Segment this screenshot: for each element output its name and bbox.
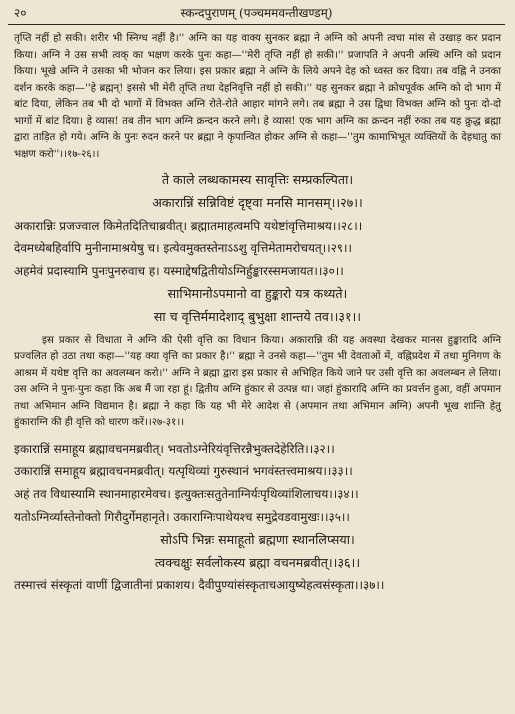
translation-paragraph-2	[14, 333, 501, 432]
page-header	[8, 0, 505, 25]
verse-line: इकारान्निं समाहूय ब्रह्मावचनमब्रवीत्। भवतोऽग्नेरियंवृत्तिरन्नैभुक्तदेहेरिति।।३२।।	[14, 441, 335, 456]
verse-line: अकारान्निः प्रजज्वाल किमेतदितिचाब्रवीत्। ब्रह्मातमाहत्वमपि यथेष्टांवृत्तिमाश्रय।।२८।।	[14, 218, 363, 233]
verse-block-1	[14, 169, 501, 329]
verse-line: देवमध्येबहिर्वापि मुनीनामाश्रयेषु च। इत्येवमुक्तस्तेनाऽऽशु वृत्तिमेतामरोचयत्।।२९।।	[14, 241, 353, 256]
verse-line: सा च वृत्तिर्ममादेशाद् बुभुक्षा शान्तये तव।।३१।।	[153, 308, 362, 324]
verse-line: त्वक्चक्षुः सर्वलोकस्य ब्रह्मा वचनमब्रवीत्।।३६।।	[154, 554, 361, 570]
verse-line: साभिमानोऽपमानो वा हुङ्कारो यत्र कथ्यते।	[167, 285, 348, 301]
page-number: २०	[14, 6, 27, 20]
running-title: स्कन्दपुराणम् (पञ्चममवन्तीखण्डम्)	[180, 6, 333, 20]
verse-line: अकारान्निं सन्निविष्टं दृष्ट्वा मनसि मानसम्।।२७।।	[152, 194, 363, 210]
translation-paragraph-2-text: इस प्रकार से विधाता ने अग्नि की ऐसी वृत्ति का विधान किया। अकारान्नि की यह अवस्था देखकर मानस हुङ्कारादि अग्नि प्रज्वलित हो उठा तथा कहा—''यह क्या वृत्ति का प्रकार है।'' ब्रह्मा ने उनसे कहा—''तुम भी देवताओं में, वह्निप्रदेश में तथा मुनिगण के आश्रम में यथेष्ट वृत्ति का अवलम्बन करो।'' अग्नि ने ब्रह्मा द्वारा इस प्रकार से अभिहित किये जाने पर उसी वृत्ति का अवलम्बन ले लिया। उस अग्नि ने पुनः-पुनः कहा कि अब मैं जा रहा हूं। द्वितीय अग्नि हुंकार से उत्पन्न था। जहां हुंकारादि अग्नि का प्रवर्त्तन हुआ, वहीं अपमान तथा अभिमान अग्नि विद्यमान है। ब्रह्मा ने कहा कि यह भी मेरे आदेश से (अपमान तथा अभिमान अग्नि) अपनी भूख शान्ति हेतु हुंकाराग्नि की ही वृत्ति को धारण करें।।२७-३१।।	[14, 334, 501, 429]
verse-block-2	[14, 438, 501, 598]
verse-line: तस्मात्त्वं संस्कृतां वाणीं द्विजातीनां प्रकाशय। दैवीपुण्यांसंस्कृताचआयुष्येहत्वसंस्कृता।।३७।।	[14, 578, 385, 593]
page-body	[6, 25, 507, 597]
verse-line: ते काले लब्धकामस्य सावृत्तिः सम्प्रकल्पिता।	[161, 172, 354, 187]
translation-paragraph-1: तृप्ति नहीं हो सकी। शरीर भी स्निग्ध नहीं है।'' अग्नि का यह वाक्य सुनकर ब्रह्मा ने अग्नि को अपनी त्वचा मांस से उखाड़ कर प्रदान किया। अग्नि ने उस सभी त्वक् का भक्षण करके पुनः कहा—''मेरी तृप्ति नहीं हो सकी।'' प्रजापति ने अपनी अस्थि अग्नि को प्रदान किया। भूखे अग्नि ने उसका भी भोजन कर लिया। इस प्रकार ब्रह्मा ने अग्नि के लिये अपने देह को ध्वस्त कर दिया। तब वह्नि ने उनका दर्शन करके कहा—''हे ब्रह्मन्! इससे भी मेरी तृप्ति तथा देहनिवृत्ति नहीं हो सकी।'' यह सुनकर ब्रह्मा ने क्रोधपूर्वक अग्नि को दो भाग में बांट दिया, लेकिन तब भी दो भागों में विभक्त अग्नि रोते-रोते आहार मांगने लगे। तब ब्रह्मा ने उस द्विधा विभक्त अग्नि को पुनः दो-दो भागों में बांट दिया। हे व्यास! तब तीन भाग अग्नि क्रन्दन करने लगे। हे व्यास! एक भाग अग्नि का क्रन्दन नहीं रुका तब यह क्रुद्ध ब्रह्मा द्वारा ताड़ित हो गये। अग्नि के पुनः रुदन करने पर ब्रह्मा ने कृपान्वित होकर अग्नि से कहा—''तुम कामाभिभूत व्यक्तियों के देहधातु का भक्षण करो''।।१७-२६।।	[14, 33, 501, 160]
verse-line: अहमेवं प्रदास्यामि पुनःपुनरुवाच ह। यस्माद्देषद्वितीयोऽग्निर्हुङ्कारस्समजायत।।३०।।	[14, 264, 344, 279]
verse-line: उकारान्निं समाहूय ब्रह्मावचनमब्रवीत्। यत्पृथिव्यां गुरुस्थानं भगवंस्तत्त्वमाश्रय।।३३।।	[14, 464, 353, 479]
verse-line: यतोऽग्निर्व्यास्तेनोक्तो गिरौदुर्गेमहानृते। उकाराग्निःपाथेयश्च समुद्रेवडवामुखः।।३५।।	[14, 509, 350, 524]
verse-line: अहं तव विधास्यामि स्थानमाहारमेवच। इत्युक्तःसतुतेनाग्निर्यःपृथिव्यांशिलाचय।।३४।।	[14, 487, 359, 502]
verse-line: सोऽपि भिन्नः समाहूतो ब्रह्मणा स्थानलिप्सया।	[160, 531, 355, 547]
